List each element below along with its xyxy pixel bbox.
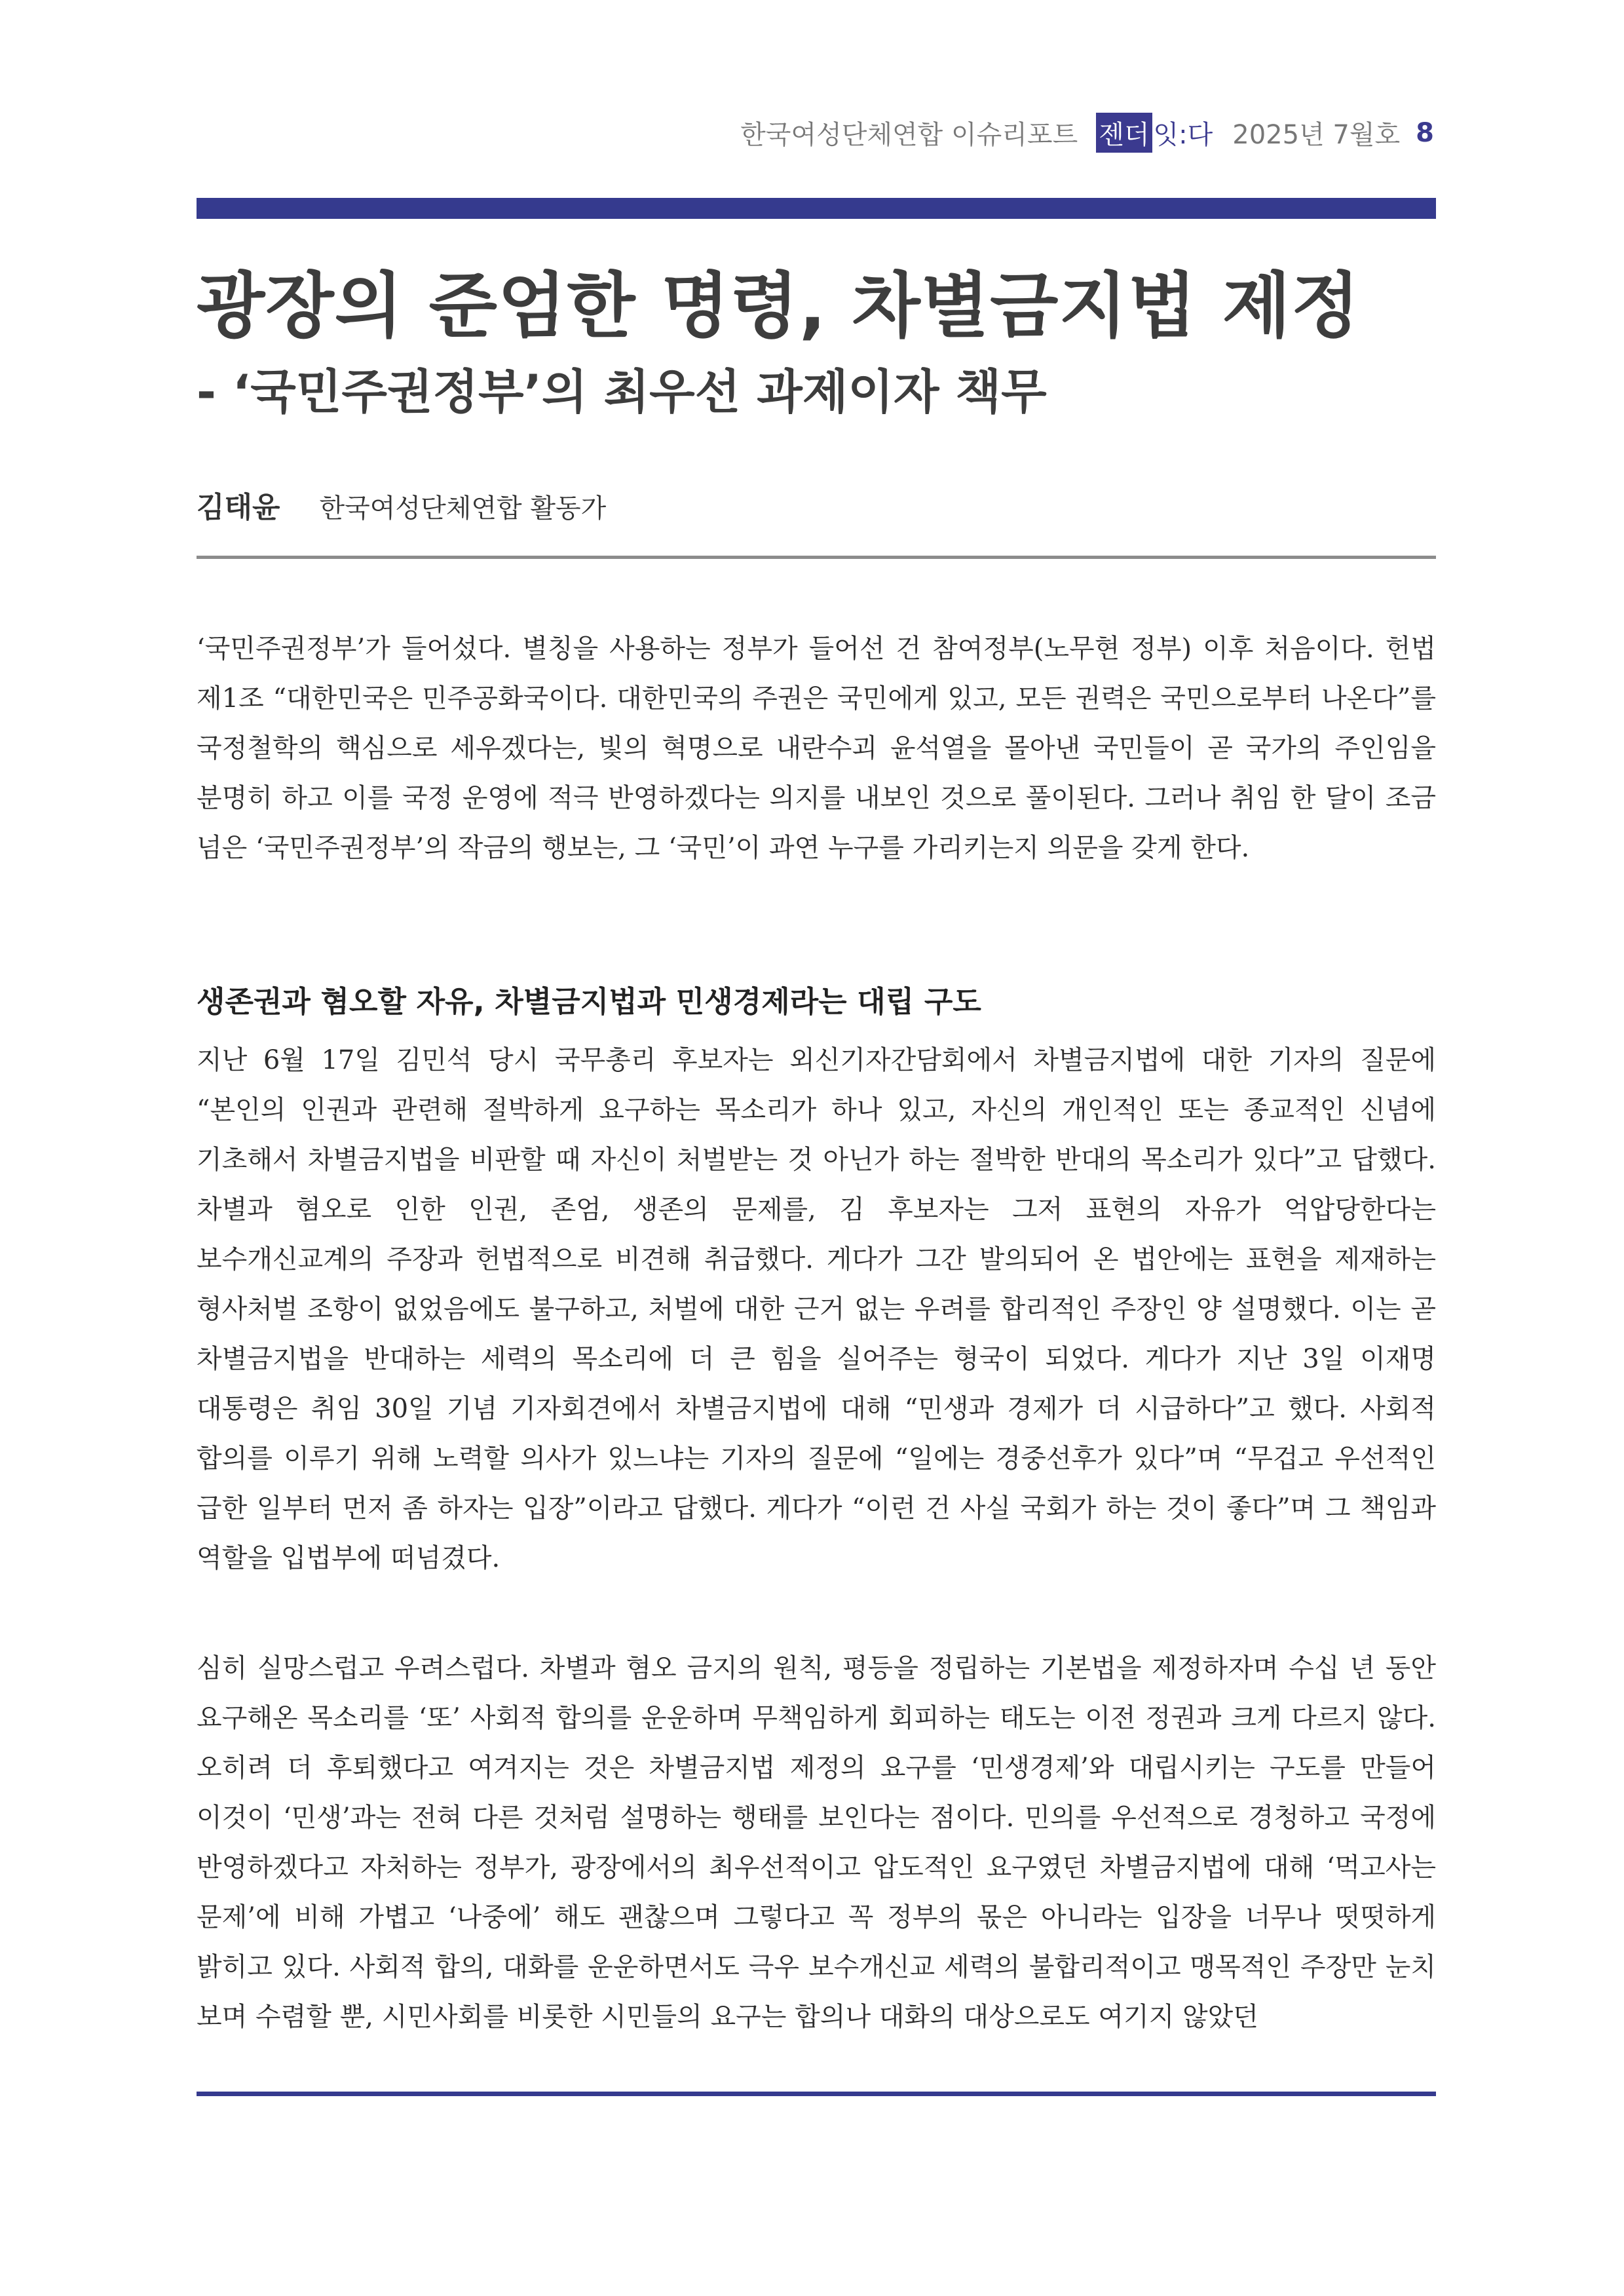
page-header [740, 113, 1434, 153]
header-issue: 2025년 7월호 [1232, 120, 1401, 150]
author-line [197, 484, 606, 526]
title-divider [197, 556, 1436, 559]
top-accent-bar [197, 198, 1436, 219]
brand-logo-part2: 잇:다 [1153, 120, 1213, 150]
page-number: 8 [1416, 117, 1434, 148]
bottom-accent-bar [197, 2092, 1436, 2096]
brand-logo [1096, 113, 1214, 153]
body-paragraph: 심히 실망스럽고 우려스럽다. 차별과 혐오 금지의 원칙, 평등을 정립하는 기본법을 제정하자며 수십 년 동안 요구해온 목소리를 ‘또’ 사회적 합의를 운운하며 무책임하게 회피하는 태도는 이전 정권과 크게 다르지 않다. 오히려 더 후퇴했다고 여겨지는 것은 차별금지법 제정의 요구를 ‘민생경제’와 대립시키는 구도를 만들어 이것이 ‘민생’과는 전혀 다른 것처럼 설명하는 행태를 보인다는 점이다. 민의를 우선적으로 경청하고 국정에 반영하겠다고 자처하는 정부가, 광장에서의 최우선적이고 압도적인 요구였던 차별금지법에 대해 ‘먹고사는 문제’에 비해 가볍고 ‘나중에’ 해도 괜찮으며 그렇다고 꼭 정부의 몫은 아니라는 입장을 너무나 떳떳하게 밝히고 있다. 사회적 합의, 대화를 운운하면서도 극우 보수개신교 세력의 불합리적이고 맹목적인 주장만 눈치 보며 수렴할 뿐, 시민사회를 비롯한 시민들의 요구는 합의나 대화의 대상으로도 여기지 않았던 [197, 1653, 1436, 2032]
article-subtitle: - ‘국민주권정부’의 최우선 과제이자 책무 [197, 364, 1047, 419]
intro-paragraph: ‘국민주권정부’가 들어섰다. 별칭을 사용하는 정부가 들어선 건 참여정부(노무현 정부) 이후 처음이다. 헌법 제1조 “대한민국은 민주공화국이다. 대한민국의 주권은 국민에게 있고, 모든 권력은 국민으로부터 나온다”를 국정철학의 핵심으로 세우겠다는, 빛의 혁명으로 내란수괴 윤석열을 몰아낸 국민들이 곧 국가의 주인임을 분명히 하고 이를 국정 운영에 적극 반영하겠다는 의지를 내보인 것으로 풀이된다. 그러나 취임 한 달이 조금 넘은 ‘국민주권정부’의 작금의 행보는, 그 ‘국민’이 과연 누구를 가리키는지 의문을 갖게 한다. [197, 634, 1436, 863]
author-name: 김태윤 [197, 491, 280, 524]
brand-logo-part1: 젠더 [1096, 113, 1152, 153]
body-paragraph: 지난 6월 17일 김민석 당시 국무총리 후보자는 외신기자간담회에서 차별금지법에 대한 기자의 질문에 “본인의 인권과 관련해 절박하게 요구하는 목소리가 하나 있고, 자신의 개인적인 또는 종교적인 신념에 기초해서 차별금지법을 비판할 때 자신이 처벌받는 것 아닌가 하는 절박한 반대의 목소리가 있다”고 답했다. 차별과 혐오로 인한 인권, 존엄, 생존의 문제를, 김 후보자는 그저 표현의 자유가 억압당한다는 보수개신교계의 주장과 헌법적으로 비견해 취급했다. 게다가 그간 발의되어 온 법안에는 표현을 제재하는 형사처벌 조항이 없었음에도 불구하고, 처벌에 대한 근거 없는 우려를 합리적인 주장인 양 설명했다. 이는 곧 차별금지법을 반대하는 세력의 목소리에 더 큰 힘을 실어주는 형국이 되었다. 게다가 지난 3일 이재명 대통령은 취임 30일 기념 기자회견에서 차별금지법에 대해 “민생과 경제가 더 시급하다”고 했다. 사회적 합의를 이루기 위해 노력할 의사가 있느냐는 기자의 질문에 “일에는 경중선후가 있다”며 “무겁고 우선적인 급한 일부터 먼저 좀 하자는 입장”이라고 답했다. 게다가 “이런 건 사실 국회가 하는 것이 좋다”며 그 책임과 역할을 입법부에 떠넘겼다. [197, 1045, 1436, 1573]
article-title: 광장의 준엄한 명령, 차별금지법 제정 [197, 265, 1361, 347]
author-affiliation: 한국여성단체연합 활동가 [319, 493, 607, 524]
header-series: 한국여성단체연합 이슈리포트 [740, 120, 1078, 150]
section-heading: 생존권과 혐오할 자유, 차별금지법과 민생경제라는 대립 구도 [197, 984, 981, 1019]
